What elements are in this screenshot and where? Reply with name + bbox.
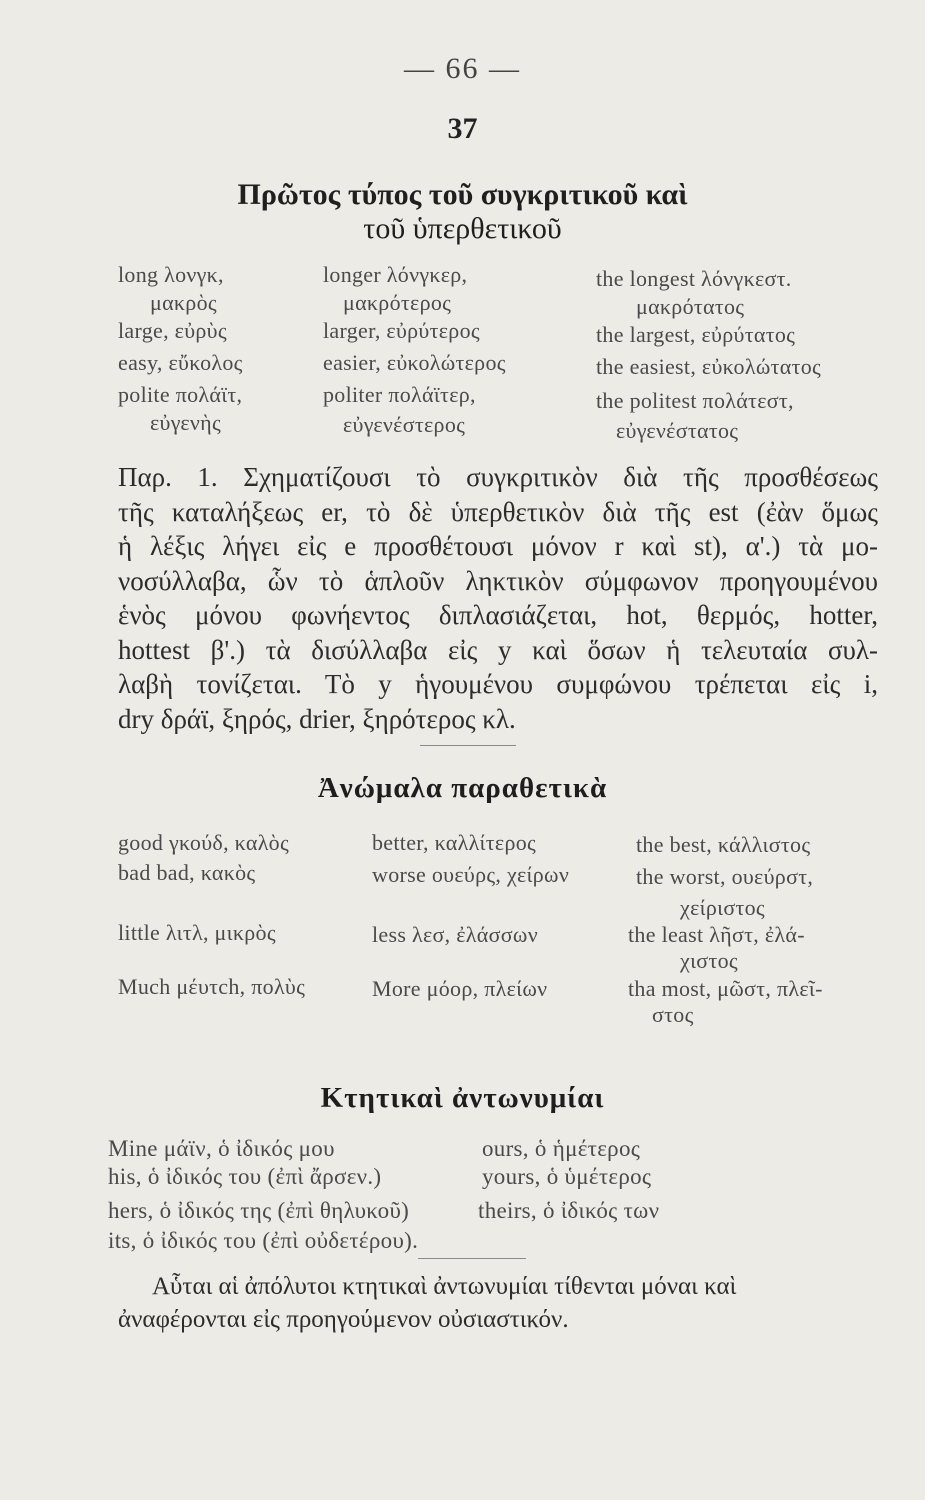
table-cell: good γκούδ, καλὸς bbox=[118, 830, 289, 855]
table-cell: the longest λόνγκεστ. bbox=[596, 266, 792, 291]
paragraph-line: ἡ λέξις λήγει εἰς e προσθέτουσι μόνον r καὶ st), α'.) τὰ μο- bbox=[118, 531, 878, 561]
table-cell: polite πολάϊτ, bbox=[118, 382, 243, 407]
table-cell: long λονγκ, bbox=[118, 262, 224, 287]
paragraph-line: dry δράϊ, ξηρός, drier, ξηρότερος κλ. bbox=[118, 703, 516, 734]
table-cell: little λιτλ, μικρὸς bbox=[118, 920, 276, 945]
table-cell: better, καλλίτερος bbox=[372, 830, 537, 855]
table-cell: Much μέυτch, πολὺς bbox=[118, 974, 306, 999]
table-cell: εὐγενέστατος bbox=[616, 418, 739, 443]
table-cell: χιστος bbox=[680, 948, 738, 973]
table-cell: politer πολάϊτερ, bbox=[323, 382, 476, 407]
closing-paragraph bbox=[118, 1270, 878, 1336]
table-cell: εὐγενέστερος bbox=[343, 412, 466, 437]
table-cell: longer λόνγκερ, bbox=[323, 262, 468, 287]
table-cell: the politest πολάτεστ, bbox=[596, 388, 794, 413]
table-cell: his, ὁ ἰδικός του (ἐπὶ ἄρσεν.) bbox=[108, 1164, 382, 1189]
table-cell: yours, ὁ ὑμέτερος bbox=[482, 1164, 652, 1189]
table-cell: bad bad, κακὸς bbox=[118, 860, 256, 885]
table-cell: Mine μάϊν, ὁ ἰδικός μου bbox=[108, 1136, 335, 1161]
table-cell: worse ουεύρς, χείρων bbox=[372, 862, 570, 887]
table-cell: larger, εὐρύτερος bbox=[323, 318, 480, 343]
paragraph-line: νοσύλλαβα, ὧν τὸ ἁπλοῦν ληκτικὸν σύμφωνον προηγουμένου bbox=[118, 565, 878, 596]
lesson-number: 37 bbox=[447, 112, 478, 145]
table-cell: μακρότατος bbox=[636, 294, 745, 319]
table-cell: the largest, εὐρύτατος bbox=[596, 322, 796, 347]
table-cell: εὐγενὴς bbox=[150, 410, 221, 435]
table-cell: the worst, ουεύρστ, bbox=[636, 864, 814, 889]
section-heading-line1: Πρῶτος τύπος τοῦ συγκριτικοῦ καὶ bbox=[237, 178, 688, 211]
table-cell: easier, εὐκολώτερος bbox=[323, 350, 506, 375]
table-cell: ours, ὁ ἡμέτερος bbox=[482, 1136, 641, 1161]
page-number: — 66 — bbox=[404, 52, 521, 85]
rule-paragraph bbox=[118, 460, 878, 736]
divider bbox=[418, 1258, 526, 1259]
table-cell: easy, εὔκολος bbox=[118, 350, 243, 375]
paragraph-line: Αὗται αἱ ἀπόλυτοι κτητικαὶ ἀντωνυμίαι τίθενται μόναι καὶ bbox=[152, 1273, 737, 1300]
divider bbox=[420, 745, 516, 746]
table-cell: hers, ὁ ἰδικός της (ἐπὶ θηλυκοῦ) bbox=[108, 1198, 410, 1223]
table-cell: less λεσ, ἐλάσσων bbox=[372, 922, 538, 947]
table-cell: tha most, μῶστ, πλεῖ- bbox=[628, 976, 823, 1001]
table-cell: μακρὸς bbox=[150, 290, 217, 315]
table-cell: χείριστος bbox=[680, 895, 765, 920]
table-cell: its, ὁ ἰδικός του (ἐπὶ οὐδετέρου). bbox=[108, 1228, 419, 1253]
paragraph-line: hottest β'.) τὰ δισύλλαβα εἰς y καὶ ὅσων ἡ τελευταία συλ- bbox=[118, 634, 878, 665]
paragraph-line: ἑνὸς μόνου φωνήεντος διπλασιάζεται, hot, θερμός, hotter, bbox=[118, 600, 878, 630]
paragraph-line: Παρ. 1. Σχηματίζουσι τὸ συγκριτικὸν διὰ τῆς προσθέσεως bbox=[118, 462, 878, 492]
possessive-heading: Κτητικαὶ ἀντωνυμίαι bbox=[320, 1082, 605, 1114]
table-cell: More μόορ, πλείων bbox=[372, 976, 548, 1001]
section-heading-line2: τοῦ ὑπερθετικοῦ bbox=[363, 212, 562, 245]
table-cell: μακρότερος bbox=[343, 290, 452, 315]
paragraph-line: τῆς καταλήξεως er, τὸ δὲ ὑπερθετικὸν διὰ τῆς est (ἐὰν ὅμως bbox=[118, 496, 878, 527]
table-cell: στος bbox=[652, 1002, 694, 1027]
paragraph-line: ἀναφέρονται εἰς προηγούμενον οὐσιαστικόν. bbox=[118, 1306, 569, 1333]
table-cell: the best, κάλλιστος bbox=[636, 832, 811, 857]
table-cell: theirs, ὁ ἰδικός των bbox=[478, 1198, 660, 1223]
table-cell: large, εὐρὺς bbox=[118, 318, 227, 343]
paragraph-line: λαβὴ τονίζεται. Τὸ y ἡγουμένου συμφώνου τρέπεται εἰς i, bbox=[118, 669, 878, 699]
table-cell: the least λῆστ, ἐλά- bbox=[628, 922, 805, 947]
table-cell: the easiest, εὐκολώτατος bbox=[596, 354, 822, 379]
anomalous-heading: Ἀνώμαλα παραθετικὰ bbox=[317, 772, 608, 804]
